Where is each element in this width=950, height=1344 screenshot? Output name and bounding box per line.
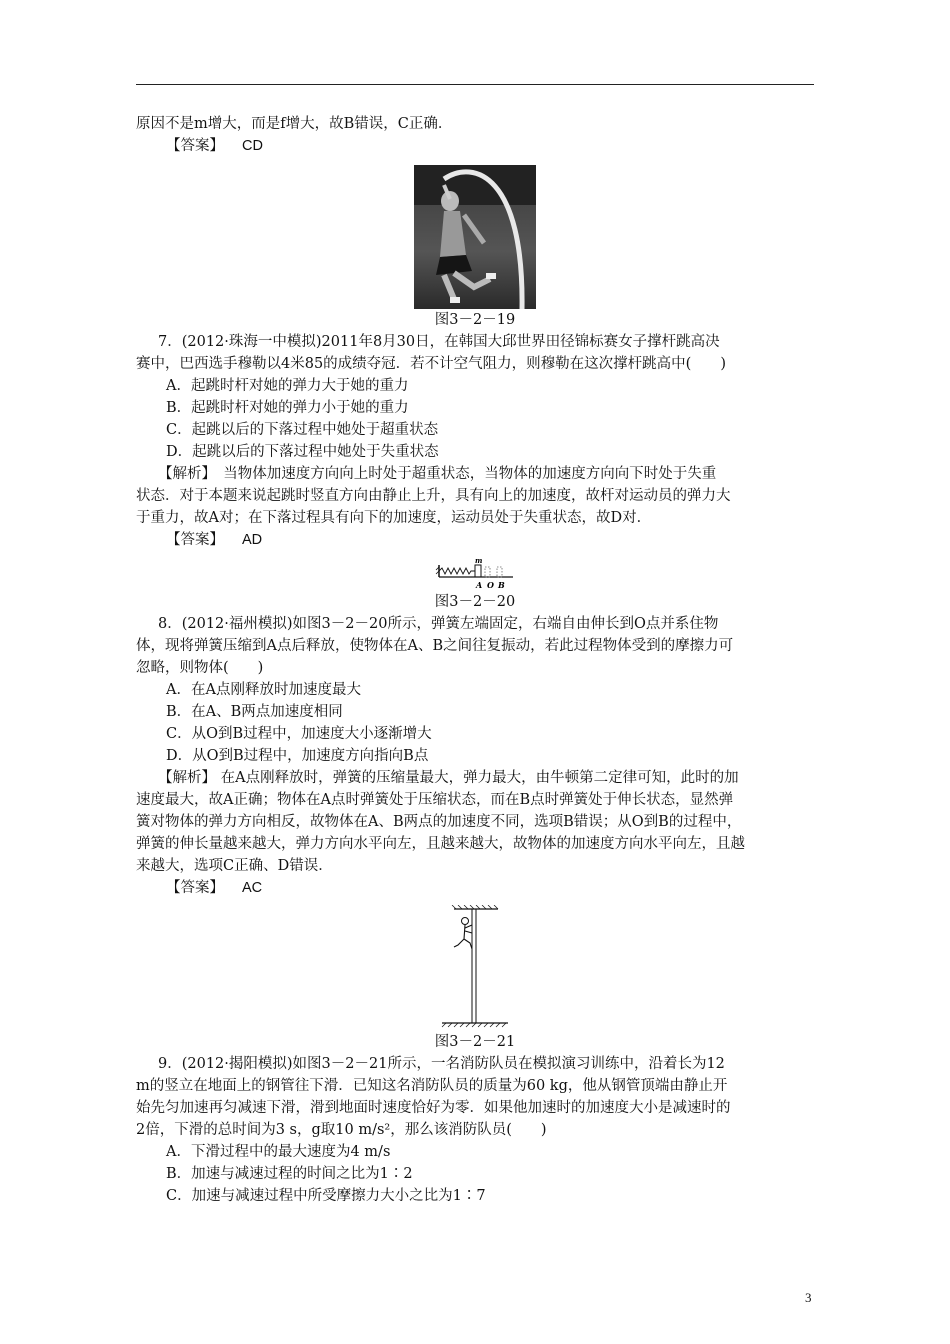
answer-line [136,135,814,157]
mass-label: m [475,556,483,565]
question-line: 9．(2012·揭阳模拟)如图3－2－21所示，一名消防队员在模拟演习训练中，沿着长为12 [158,1056,725,1072]
solution-line: 弹簧的伸长量越来越大，弹力方向水平向左，且越来越大，故物体的加速度方向水平向左，且越 [136,836,745,852]
figure-caption: 图3－2－21 [434,1034,516,1050]
answer-value: CD [242,138,263,154]
point-a-label: A [476,580,483,590]
solution-line: 簧对物体的弹力方向相反，故物体在A、B两点的加速度不同，选项B错误；从O到B的过程中， [136,814,742,830]
answer-line [136,529,814,551]
point-o-label: O [487,580,494,590]
figure-3-2-20 [136,551,814,591]
answer-label: 【答案】 [166,880,224,896]
solution-line: 来越大，选项C正确、D错误． [136,858,333,874]
figure-caption: 图3－2－20 [434,594,516,610]
option-c: C．加速与减速过程中所受摩擦力大小之比为1∶7 [166,1188,486,1204]
option-c: C．从O到B过程中，加速度大小逐渐增大 [166,726,432,742]
solution-line: 【解析】 当物体加速度方向向上时处于超重状态，当物体的加速度方向向下时处于失重 [158,466,717,482]
pole-vault-photo [414,165,536,309]
solution-line: 速度最大，故A正确；物体在A点时弹簧处于压缩状态，而在B点时弹簧处于伸长状态，显然弹 [136,792,734,808]
option-d: D．起跳以后的下落过程中她处于失重状态 [166,444,439,460]
option-c: C．起跳以后的下落过程中她处于超重状态 [166,422,439,438]
solution-line: 【解析】 在A点刚释放时，弹簧的压缩量最大，弹力最大，由牛顿第二定律可知，此时的加 [158,770,739,786]
answer-label: 【答案】 [166,532,224,548]
option-a: A．下滑过程中的最大速度为4 m/s [166,1144,391,1160]
question-line: 忽略，则物体( ) [136,660,264,676]
header-rule [136,84,814,85]
option-b: B．在A、B两点加速度相同 [166,704,343,720]
answer-value: AD [242,532,263,548]
option-b: B．加速与减速过程的时间之比为1∶2 [166,1166,413,1182]
spring-diagram [435,555,515,591]
figure-3-2-19 [136,157,814,309]
question-line: 始先匀加速再匀减速下滑，滑到地面时速度恰好为零．如果他加速时的加速度大小是减速时的 [136,1100,731,1116]
figure-3-2-21 [136,899,814,1031]
point-b-label: B [498,580,505,590]
solution-line: 状态．对于本题来说起跳时竖直方向由静止上升，具有向上的加速度，故杆对运动员的弹力大 [136,488,731,504]
option-b: B．起跳时杆对她的弹力小于她的重力 [166,400,409,416]
question-line: 赛中，巴西选手穆勒以4米85的成绩夺冠．若不计空气阻力，则穆勒在这次撑杆跳高中( ) [136,356,726,372]
question-line: m的竖立在地面上的钢管往下滑．已知这名消防队员的质量为60 kg，他从钢管顶端由静止开 [136,1078,728,1094]
question-line: 8．(2012·福州模拟)如图3－2－20所示，弹簧左端固定，右端自由伸长到O点并系住物 [158,616,719,632]
text-line: 原因不是m增大，而是f增大，故B错误，C正确． [136,116,453,132]
option-d: D．从O到B过程中，加速度方向指向B点 [166,748,429,764]
figure-caption: 图3－2－19 [434,312,516,328]
solution-line: 于重力，故A对；在下落过程具有向下的加速度，运动员处于失重状态，故D对． [136,510,652,526]
question-line: 2倍，下滑的总时间为3 s，g取10 m/s²，那么该消防队员( ) [136,1122,547,1138]
option-a: A．起跳时杆对她的弹力大于她的重力 [166,378,409,394]
option-a: A．在A点刚释放时加速度最大 [166,682,361,698]
question-line: 体，现将弹簧压缩到A点后释放，使物体在A、B之间往复振动，若此过程物体受到的摩擦力可 [136,638,734,654]
answer-label: 【答案】 [166,138,224,154]
answer-line [136,877,814,899]
question-line: 7．(2012·珠海一中模拟)2011年8月30日，在韩国大邱世界田径锦标赛女子撑杆跳高决 [158,334,720,350]
page-number: 3 [805,1290,812,1305]
fireman-pole-diagram [440,905,510,1031]
answer-value: AC [242,880,263,896]
page-content [136,113,814,1207]
